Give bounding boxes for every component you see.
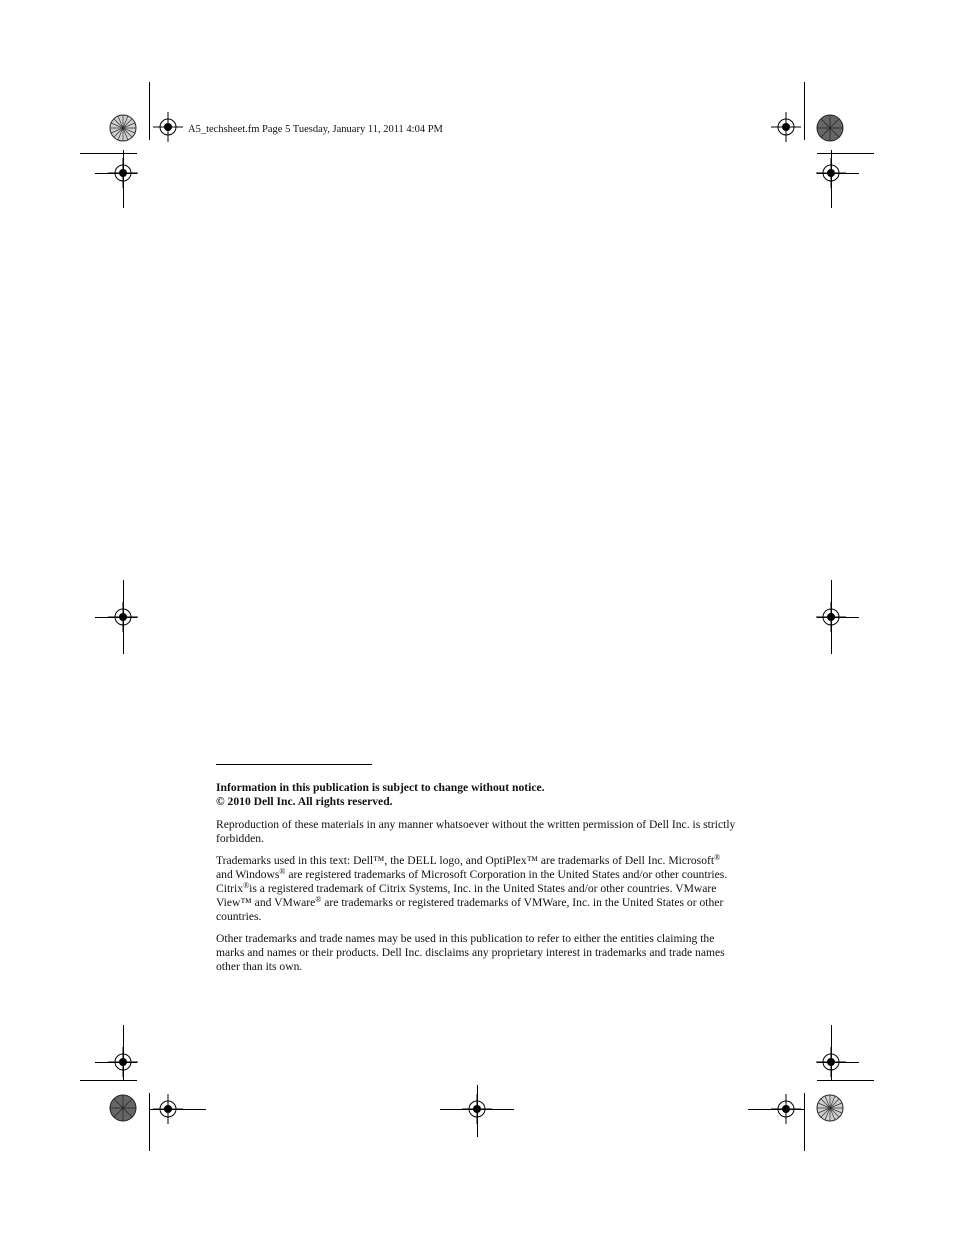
crop-line	[817, 173, 859, 174]
crop-line	[123, 1025, 124, 1080]
registration-mark-icon	[153, 112, 183, 142]
star-target-icon	[109, 1094, 137, 1122]
crop-line	[804, 1093, 805, 1151]
legal-notice	[216, 781, 738, 982]
crop-line	[95, 1062, 137, 1063]
crop-line	[817, 153, 874, 154]
crop-line	[149, 82, 150, 140]
star-target-icon	[816, 1094, 844, 1122]
registration-mark-icon	[771, 112, 801, 142]
crop-line	[817, 1080, 874, 1081]
trademarks-text-4: is a registered trademark of Citrix Systems, Inc. in the United States and/or other countries. VMware View™ and VMware	[216, 882, 717, 909]
registered-mark: ®	[315, 895, 322, 904]
registered-mark: ®	[714, 853, 721, 862]
trademarks-text-5: are trademarks or registered trademarks of VMWare, Inc. in the United States or other countries.	[216, 896, 724, 923]
notice-line-1: Information in this publication is subject to change without notice.	[216, 781, 545, 794]
other-trademarks-paragraph: Other trademarks and trade names may be used in this publication to refer to either the entities claiming the marks and names or their products. Dell Inc. disclaims any proprietary interest in trademarks and trade names other than its own.	[216, 932, 725, 973]
crop-line	[123, 150, 124, 208]
slug-line: A5_techsheet.fm Page 5 Tuesday, January 11, 2011 4:04 PM	[188, 124, 443, 135]
registered-mark: ®	[243, 881, 250, 890]
crop-line	[831, 1025, 832, 1080]
copyright-line: © 2010 Dell Inc. All rights reserved.	[216, 795, 393, 808]
crop-line	[149, 1093, 150, 1151]
crop-line	[80, 1080, 137, 1081]
crop-line	[477, 1085, 478, 1137]
notice-block	[216, 781, 738, 809]
trademarks-text-2: and Windows	[216, 868, 280, 881]
star-target-icon	[816, 114, 844, 142]
crop-line	[95, 173, 137, 174]
trademarks-text-3: are registered trademarks of Microsoft Corporation in the United States and/or other countries. Citrix	[216, 868, 728, 895]
crop-line	[804, 82, 805, 140]
crop-line	[831, 150, 832, 208]
registered-mark: ®	[279, 867, 286, 876]
crop-line	[748, 1109, 804, 1110]
trademarks-text-1: Trademarks used in this text: Dell™, the DELL logo, and OptiPlex™ are trademarks of Dell Inc. Microsoft	[216, 854, 715, 867]
crop-line	[817, 617, 859, 618]
separator-rule	[216, 764, 372, 765]
crop-line	[817, 1062, 859, 1063]
crop-line	[80, 153, 137, 154]
crop-line	[95, 617, 137, 618]
trademarks-paragraph	[216, 854, 738, 924]
star-target-icon	[109, 114, 137, 142]
reproduction-paragraph: Reproduction of these materials in any manner whatsoever without the written permission of Dell Inc. is strictly forbidden.	[216, 818, 736, 845]
crop-line	[150, 1109, 206, 1110]
